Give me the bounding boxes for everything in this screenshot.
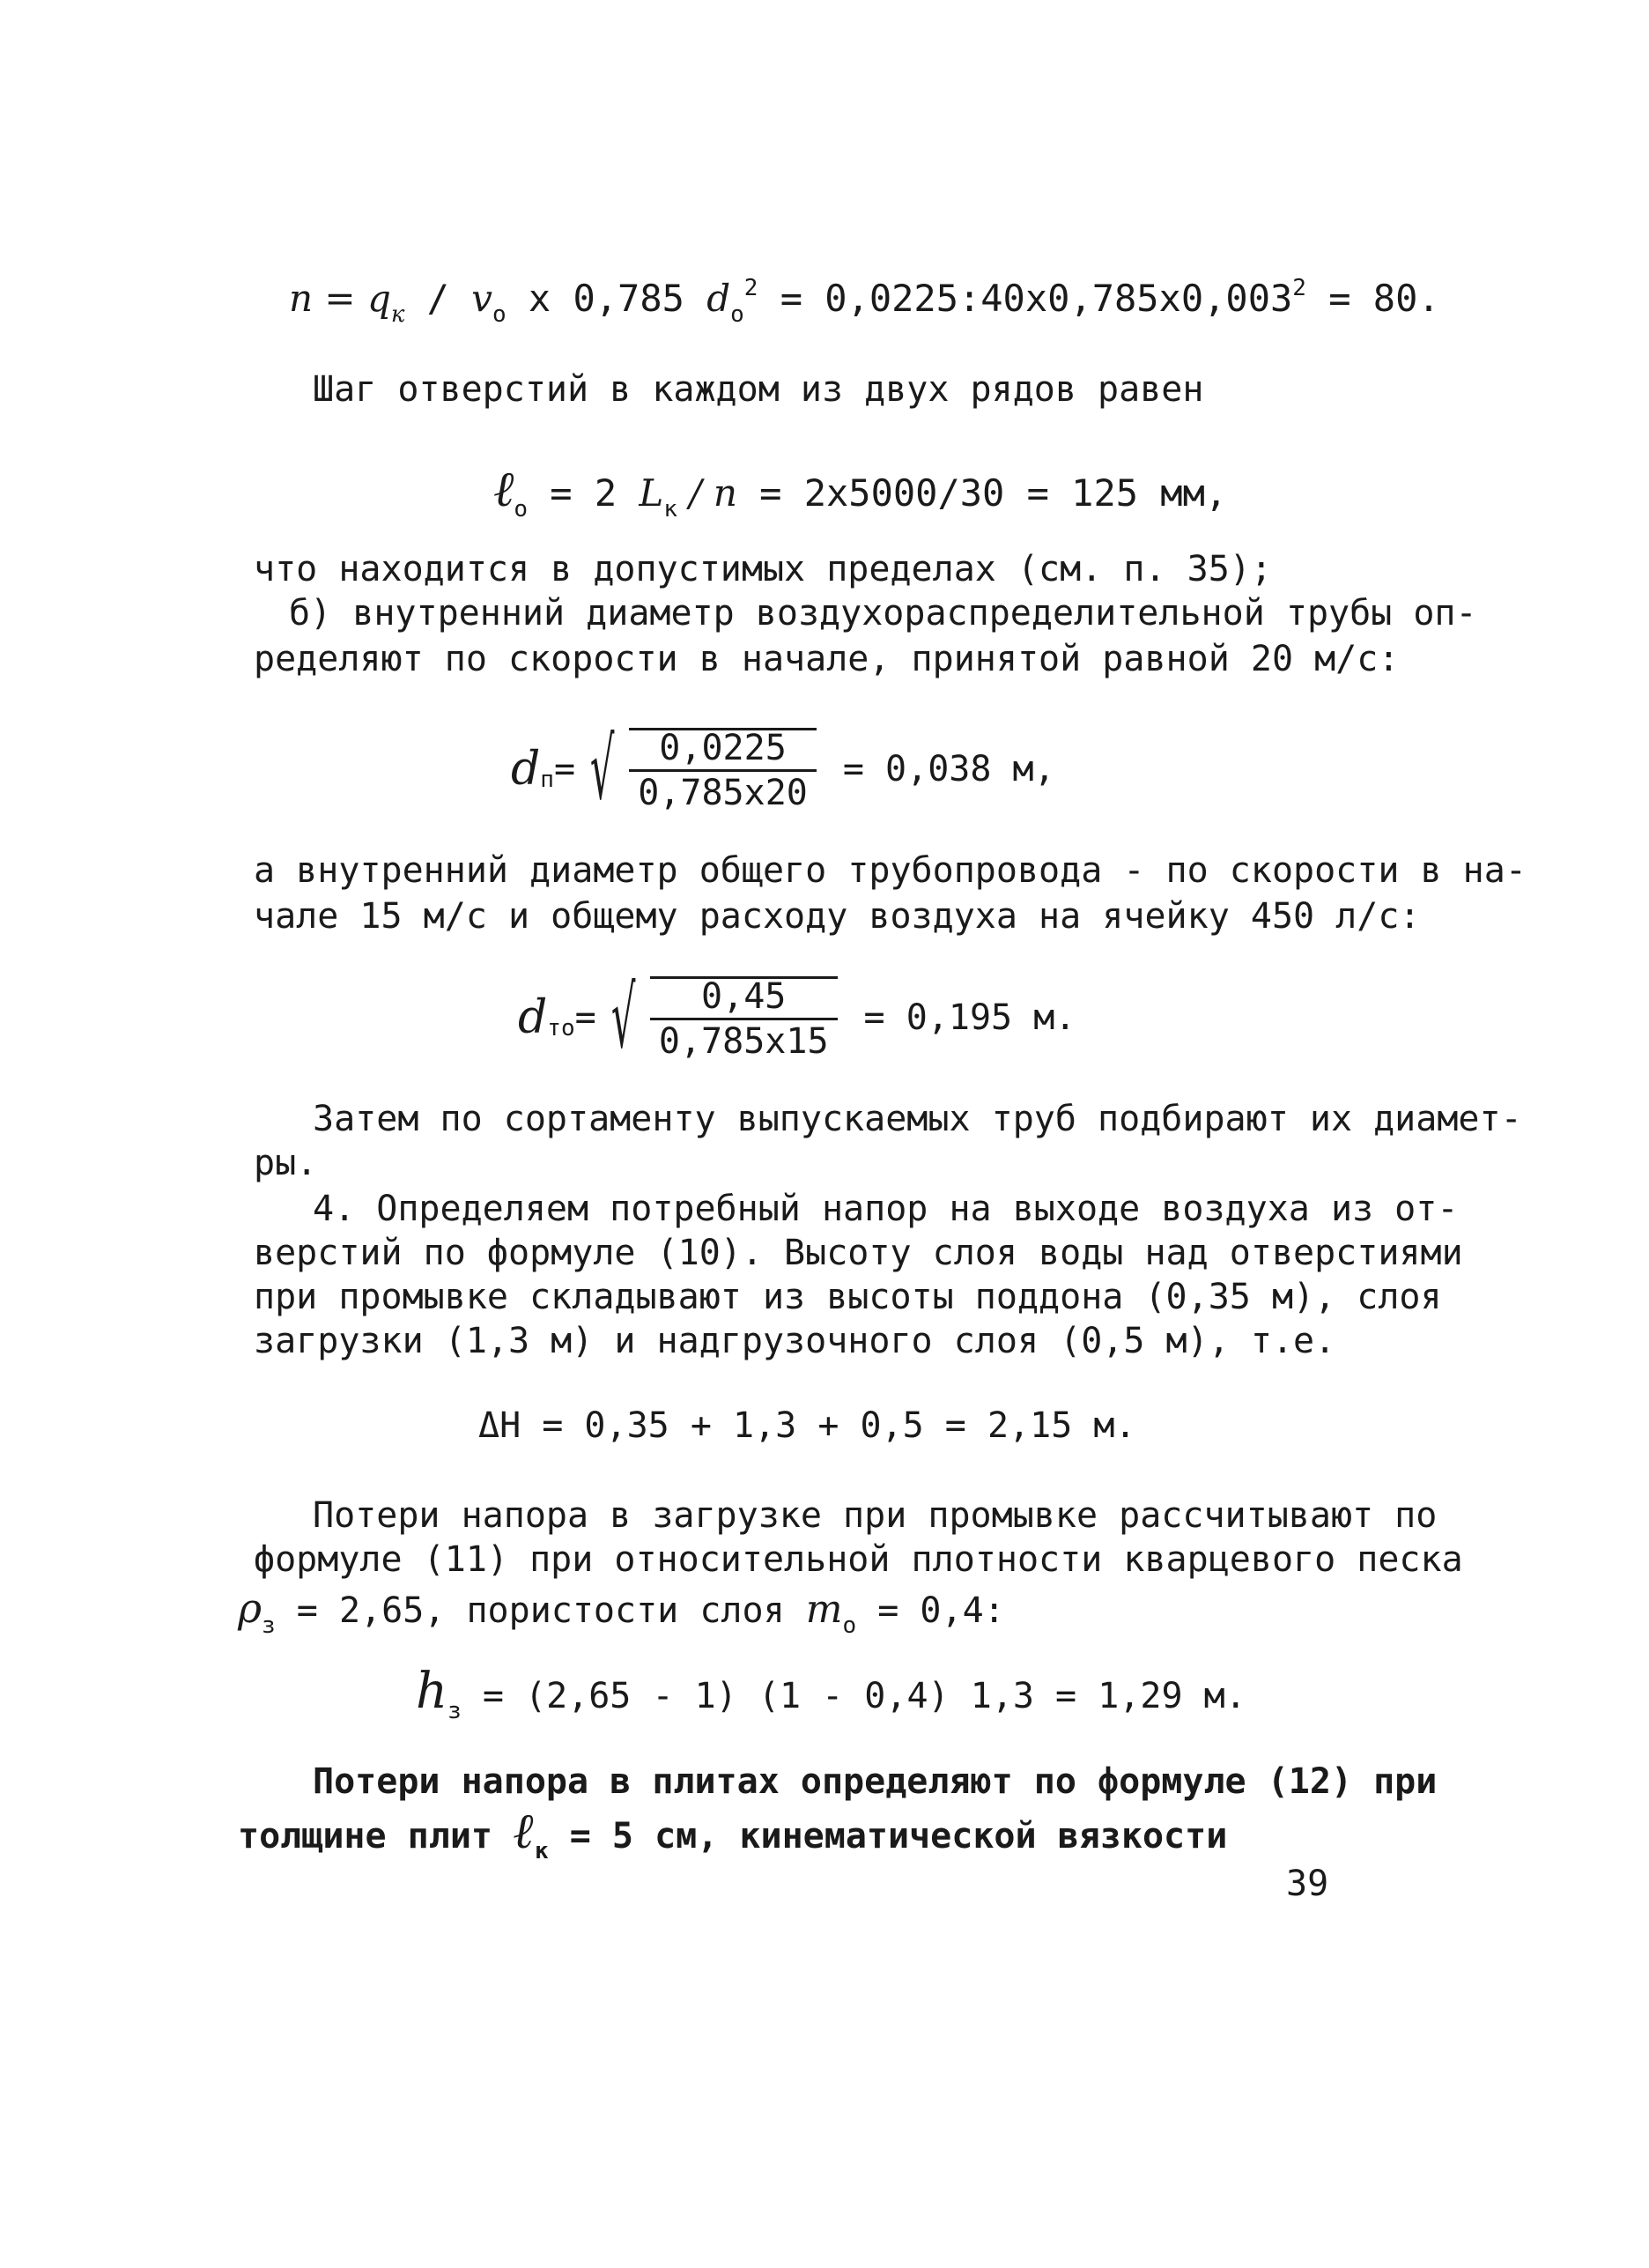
text-8b-l: ℓ: [514, 1802, 536, 1860]
formula-n-d-sup: 2: [743, 275, 758, 301]
formula-n-rhs-sup: 2: [1292, 275, 1306, 301]
formula-dto: [518, 969, 1076, 1066]
formula-dto-d: d: [518, 991, 548, 1044]
m-symbol: m: [805, 1587, 843, 1632]
formula-n-k: к: [390, 301, 405, 328]
text-3b: ределяют по скорости в начале, принятой равной 20 м/с:: [254, 639, 1400, 679]
formula-l-L: L: [639, 471, 664, 515]
formula-dto-eq: =: [574, 997, 596, 1038]
formula-l: [493, 461, 1228, 523]
formula-n-o: о: [492, 301, 507, 328]
formula-dto-sub: то: [547, 1015, 575, 1041]
formula-dto-num: 0,45: [650, 976, 838, 1020]
formula-dn-sub: п: [540, 767, 554, 793]
formula-dn: [511, 721, 1055, 818]
page-number: 39: [1286, 1864, 1329, 1904]
formula-dn-result: = 0,038 м,: [842, 749, 1055, 789]
text-7a: Потери напора в загрузке при промывке рассчитывают по: [313, 1495, 1438, 1536]
formula-n-d: d: [706, 277, 731, 320]
formula-l-eq: = 2: [527, 471, 640, 515]
formula-h: [416, 1663, 1246, 1724]
formula-n-mul: x 0,785: [506, 277, 707, 320]
formula-dh: ΔH = 0,35 + 1,3 + 0,5 = 2,15 м.: [478, 1405, 1136, 1446]
text-5a: Затем по сортаменту выпускаемых труб подбирают их диамет-: [313, 1099, 1522, 1139]
formula-dn-den: 0,785x20: [638, 773, 808, 813]
formula-n-result: = 80.: [1305, 277, 1440, 320]
formula-l-L-sub: к: [663, 496, 677, 523]
rho-sub: з: [262, 1612, 276, 1639]
formula-l-l-sub: о: [514, 496, 528, 523]
text-4a: а внутренний диаметр общего трубопровода - по скорости в на-: [254, 850, 1527, 891]
formula-n-lhs: n =: [289, 277, 367, 320]
text-8b-end: = 5 см, кинематической вязкости: [548, 1816, 1228, 1857]
text-7c-end: = 0,4:: [856, 1590, 1005, 1631]
text-4b: чале 15 м/с и общему расходу воздуха на ячейку 450 л/с:: [254, 896, 1421, 937]
formula-dto-den: 0,785x15: [658, 1021, 829, 1062]
formula-n-rhs: = 0,0225:40x0,785x0,003: [758, 277, 1293, 320]
formula-dto-fraction: [650, 976, 838, 1062]
text-6d: загрузки (1,3 м) и надгрузочного слоя (0,5 м), т.е.: [254, 1321, 1336, 1361]
text-1: Шаг отверстий в каждом из двух рядов равен: [313, 369, 1204, 410]
formula-dn-d: d: [511, 743, 541, 796]
text-5b: ры.: [254, 1143, 318, 1183]
sqrt-symbol-1: √: [589, 720, 615, 819]
sqrt-symbol-2: √: [610, 968, 636, 1067]
formula-n-v: v: [471, 277, 492, 320]
text-3a: б) внутренний диаметр воздухораспределительной трубы оп-: [289, 593, 1477, 634]
m-sub: о: [842, 1612, 857, 1639]
formula-n-q: q: [366, 277, 391, 320]
formula-h-h-sub: з: [447, 1698, 462, 1724]
formula-n-slash: /: [404, 277, 472, 320]
text-6b: верстий по формуле (10). Высоту слоя воды над отверстиями: [254, 1233, 1463, 1273]
formula-dn-fraction: [629, 728, 817, 811]
text-7b: формуле (11) при относительной плотности кварцевого песка: [254, 1539, 1463, 1580]
formula-dn-eq: =: [553, 749, 576, 789]
text-8b-l-sub: к: [535, 1838, 549, 1864]
formula-n: [289, 275, 1440, 328]
text-8b-start: толщине плит: [238, 1816, 514, 1857]
formula-h-h: h: [416, 1663, 448, 1720]
text-7c-mid: = 2,65, пористости слоя: [275, 1590, 806, 1631]
formula-l-rhs: = 2x5000/30 = 125 мм,: [736, 471, 1228, 515]
text-8b: [238, 1802, 1228, 1864]
formula-l-l: ℓ: [493, 461, 514, 518]
formula-dn-num: 0,0225: [629, 728, 817, 772]
text-8a: Потери напора в плитах определяют по формуле (12) при: [313, 1761, 1438, 1802]
text-6c: при промывке складывают из высоты поддона (0,35 м), слоя: [254, 1277, 1442, 1317]
formula-h-rhs: = (2,65 - 1) (1 - 0,4) 1,3 = 1,29 м.: [461, 1676, 1246, 1716]
formula-dto-result: = 0,195 м.: [863, 997, 1076, 1038]
text-7c: [238, 1584, 1005, 1639]
text-2: что находится в допустимых пределах (см. п. 35);: [254, 549, 1272, 589]
text-6a: 4. Определяем потребный напор на выходе воздуха из от-: [313, 1189, 1459, 1229]
rho-symbol: ρ: [238, 1584, 263, 1632]
formula-l-n: / n: [677, 471, 737, 515]
formula-n-d-sub: о: [730, 301, 744, 328]
